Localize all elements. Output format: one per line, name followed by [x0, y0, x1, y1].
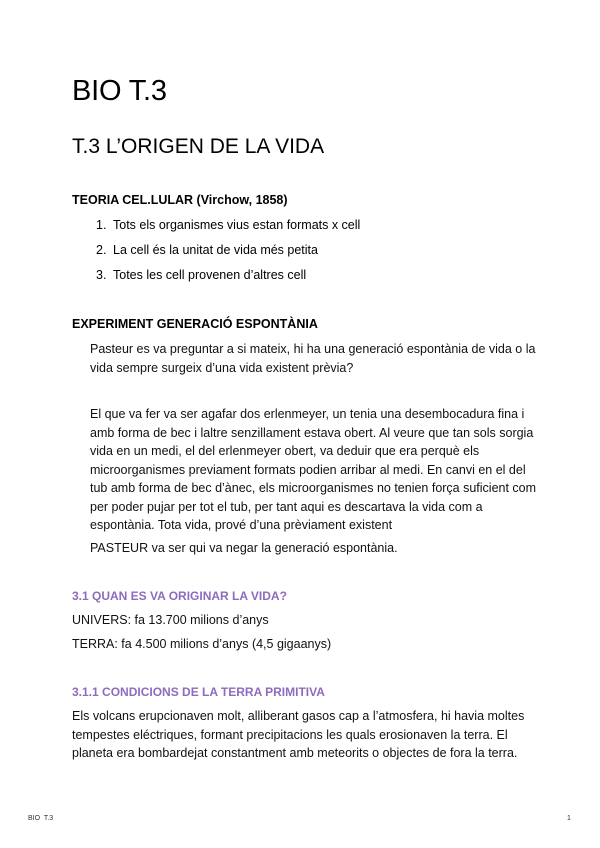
list-text: La cell és la unitat de vida més petita [113, 243, 318, 257]
terra-age: TERRA: fa 4.500 milions d’anys (4,5 gigaanys) [72, 637, 332, 651]
paragraph-conclusion: PASTEUR va ser qui va negar la generació espontània. [90, 541, 398, 555]
list-item [96, 217, 360, 233]
paragraph-pasteur-question [90, 340, 535, 377]
paragraph-line: per poder pujar per tot el tub, per tant aqui es descartava la vida com a [90, 499, 483, 514]
list-number: 2. [96, 243, 107, 257]
paragraph-line: amb forma de bec i laltre senzillament estava obert. Al veure que tan sols sorgia [90, 425, 534, 440]
document-subtitle: T.3 L’ORIGEN DE LA VIDA [72, 135, 325, 158]
footer-doc-title: BIO T.3 [28, 815, 54, 822]
paragraph-experiment [90, 405, 536, 535]
paragraph-line: microorganismes previament formats podien arribar al medi. En canvi en el del [90, 462, 526, 477]
section-heading-condicions: 3.1.1 CONDICIONS DE LA TERRA PRIMITIVA [72, 685, 325, 699]
document-title: BIO T.3 [72, 75, 167, 107]
paragraph-line: tempestes eléctriques, formant precipitacions les quals erosionaven la terra. El [72, 727, 508, 742]
list-item [96, 242, 318, 258]
list-number: 3. [96, 268, 107, 282]
paragraph-condicions [72, 707, 524, 763]
list-number: 1. [96, 218, 107, 232]
paragraph-line: El que va fer va ser agafar dos erlenmeyer, un tenia una desembocadura fina i [90, 407, 525, 421]
paragraph-line: espontània. Tota vida, prové d’una prèviament existent [90, 518, 393, 532]
paragraph-line: vida en un medi, el del erlenmeyer obert, va deduir que era perquè els [90, 444, 480, 458]
page-number: 1 [567, 815, 571, 822]
paragraph-line: Els volcans erupcionaven molt, alliberant gasos cap a l’atmosfera, hi havia moltes [72, 709, 525, 723]
paragraph-line: tub amb forma de bec d’ànec, els microorganismes no tenien força suficient com [90, 481, 537, 495]
list-text: Tots els organismes vius estan formats x cell [113, 218, 361, 232]
section-heading-teoria-cellular: TEORIA CEL.LULAR (Virchow, 1858) [72, 193, 288, 207]
list-text: Totes les cell provenen d’altres cell [113, 268, 307, 282]
paragraph-line: vida sempre surgeix d’una vida existent prèvia? [90, 360, 354, 375]
univers-age: UNIVERS: fa 13.700 milions d’anys [72, 613, 269, 627]
list-item [96, 267, 306, 283]
paragraph-line: planeta era bombardejat constantment amb meteorits o objectes de fora la terra. [72, 746, 518, 760]
section-heading-quan-es-va-originar: 3.1 QUAN ES VA ORIGINAR LA VIDA? [72, 589, 287, 603]
section-heading-experiment: EXPERIMENT GENERACIÓ ESPONTÀNIA [72, 317, 318, 331]
paragraph-line: Pasteur es va preguntar a si mateix, hi ha una generació espontània de vida o la [90, 342, 536, 356]
